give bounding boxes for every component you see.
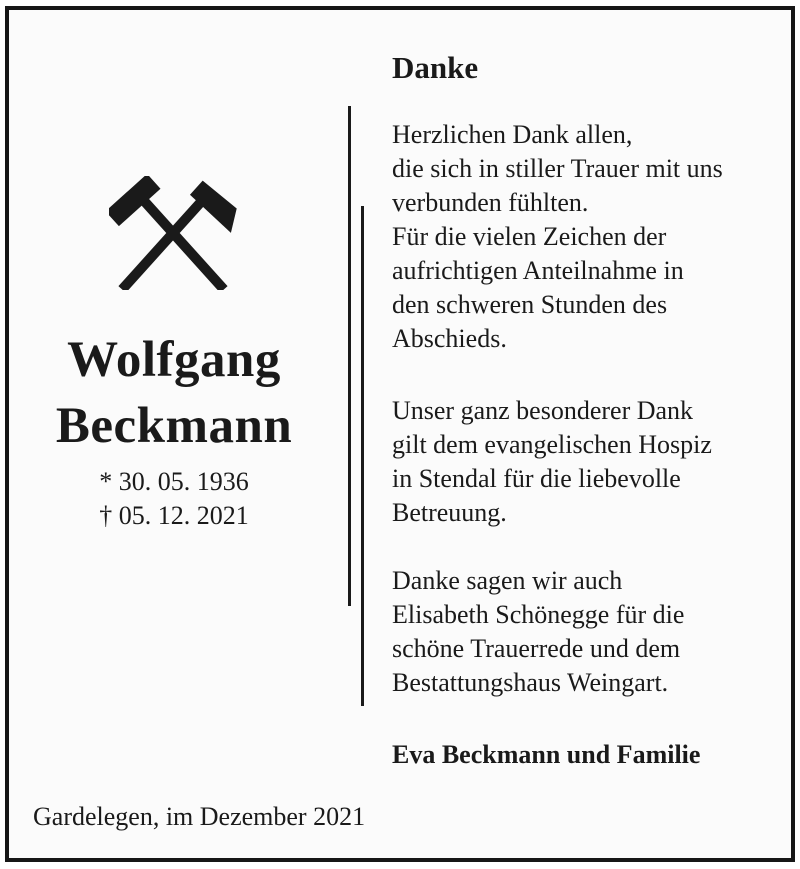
thanks-paragraph (392, 564, 792, 700)
paragraph-line: Unser ganz besonderer Dank (392, 396, 694, 425)
death-date: † 05. 12. 2021 (99, 501, 249, 530)
paragraph-line: Betreuung. (392, 498, 507, 527)
deceased-first-name: Wolfgang (67, 332, 281, 388)
paragraph-line: in Stendal für die liebevolle (392, 464, 681, 493)
deceased-last-name: Beckmann (55, 398, 293, 454)
paragraph-line: Elisabeth Schönegge für die (392, 600, 685, 629)
paragraph-line: gilt dem evangelischen Hospiz (392, 430, 712, 459)
place-and-date: Gardelegen, im Dezember 2021 (33, 802, 366, 831)
paragraph-line: Danke sagen wir auch (392, 566, 623, 595)
paragraph-line: schöne Trauerrede und dem (392, 634, 681, 663)
thanks-paragraph (392, 394, 792, 530)
divider-line (361, 206, 364, 706)
paragraph-line: den schweren Stunden des (392, 290, 668, 319)
crossed-hammers-icon (109, 176, 237, 290)
paragraph-line: Abschieds. (392, 324, 507, 353)
paragraph-line: Herzlichen Dank allen, (392, 120, 633, 149)
paragraph-line: aufrichtigen Anteilnahme in (392, 256, 684, 285)
paragraph-line: Bestattungshaus Weingart. (392, 668, 669, 697)
paragraph-line: Für die vielen Zeichen der (392, 222, 667, 251)
thanks-paragraph (392, 118, 792, 356)
family-signature: Eva Beckmann und Familie (392, 740, 701, 769)
paragraph-line: die sich in stiller Trauer mit uns (392, 154, 723, 183)
paragraph-line: verbunden fühlten. (392, 188, 589, 217)
thanks-heading: Danke (392, 50, 479, 85)
birth-date: * 30. 05. 1936 (99, 467, 249, 496)
divider-line (348, 106, 351, 606)
obituary-notice (5, 6, 795, 862)
